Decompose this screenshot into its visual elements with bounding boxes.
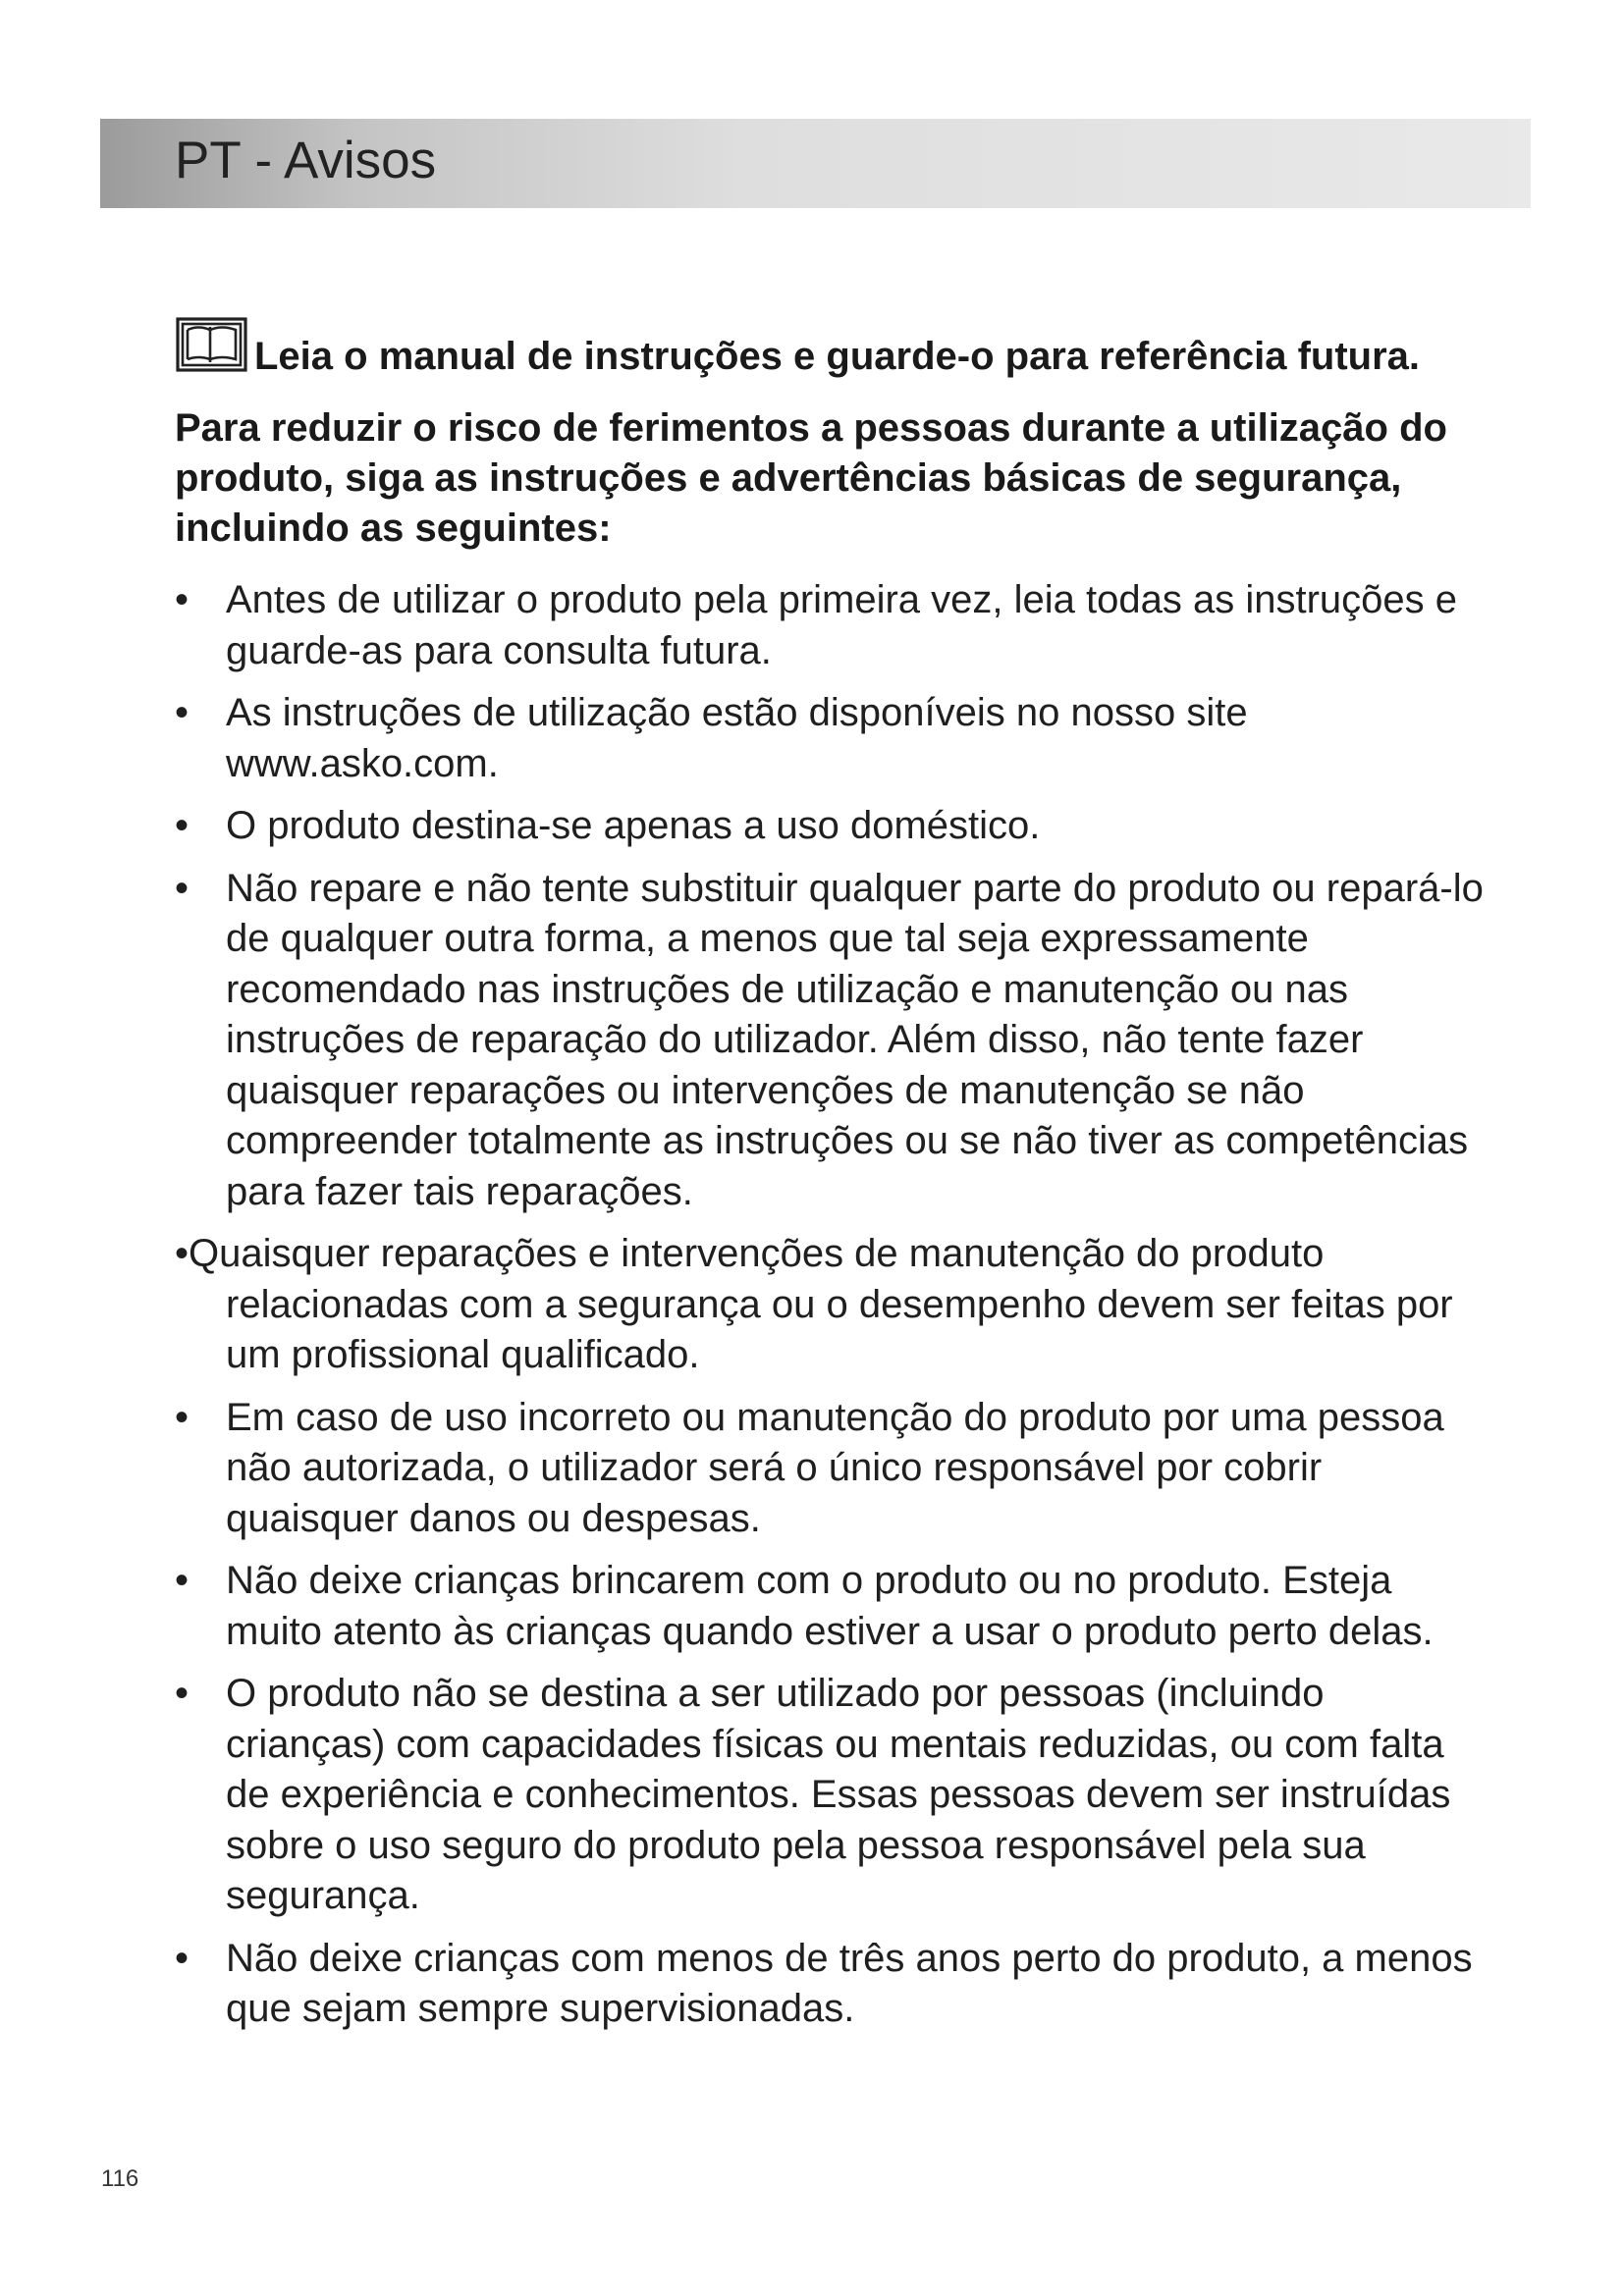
list-item bbox=[175, 575, 1490, 676]
list-item bbox=[175, 1669, 1490, 1922]
list-item bbox=[175, 864, 1490, 1218]
warning-text: Não deixe crianças brincarem com o produto ou no produto. Esteja muito atento às crianças quando estiver a usar o produto perto delas. bbox=[226, 1559, 1434, 1653]
page-number: 116 bbox=[101, 2165, 139, 2192]
bullet-icon: • bbox=[175, 578, 189, 621]
warnings-list bbox=[175, 575, 1490, 2035]
list-item bbox=[175, 1556, 1490, 1657]
warning-text: O produto destina-se apenas a uso doméstico. bbox=[226, 804, 1041, 847]
warning-text: Antes de utilizar o produto pela primeira vez, leia todas as instruções e guarde-as para consulta futura. bbox=[226, 578, 1458, 672]
warning-text: Não repare e não tente substituir qualquer parte do produto ou repará-lo de qualquer outra forma, a menos que tal seja expressamente recomendado nas instruções de utilização e manutenção ou nas instruções de reparação do utilizador. Além disso, não tente fazer quaisquer reparações ou intervenções de manutenção se não compreender totalmente as instruções ou se não tiver as competências para fazer tais reparações. bbox=[226, 866, 1484, 1213]
bullet-icon: • bbox=[175, 691, 189, 734]
warning-text: Quaisquer reparações e intervenções de manutenção do produto relacionadas com a segurança ou o desempenho devem ser feitas por um profissional qualificado. bbox=[189, 1232, 1453, 1376]
manual-note-text: Leia o manual de instruções e guarde-o para referência futura. bbox=[254, 335, 1421, 378]
warning-text: Em caso de uso incorreto ou manutenção do produto por uma pessoa não autorizada, o utilizador será o único responsável por cobrir quaisquer danos ou despesas. bbox=[226, 1395, 1444, 1540]
manual-note bbox=[175, 316, 1490, 382]
book-icon bbox=[175, 316, 248, 373]
warning-text: As instruções de utilização estão disponíveis no nosso site www.asko.com. bbox=[226, 691, 1248, 785]
bullet-icon: • bbox=[175, 1936, 189, 1980]
warning-text: O produto não se destina a ser utilizado por pessoas (incluindo crianças) com capacidades físicas ou mentais reduzidas, ou com falta de experiência e conhecimentos. Essas pessoas devem ser instruídas sobre o uso seguro do produto pela pessoa responsável pela sua segurança. bbox=[226, 1672, 1451, 1917]
list-item bbox=[175, 688, 1490, 789]
bullet-icon: • bbox=[175, 1559, 189, 1602]
safety-intro: Para reduzir o risco de ferimentos a pessoas durante a utilização do produto, siga as instruções e advertências básicas de segurança, incluindo as seguintes: bbox=[175, 406, 1447, 550]
bullet-icon: • bbox=[175, 804, 189, 847]
warning-text: Não deixe crianças com menos de três anos perto do produto, a menos que sejam sempre supervisionadas. bbox=[226, 1936, 1473, 2030]
list-item bbox=[175, 1934, 1490, 2035]
section-header-bar bbox=[100, 119, 1531, 208]
bullet-icon: • bbox=[175, 1232, 189, 1275]
list-item bbox=[175, 1229, 1490, 1381]
list-item bbox=[175, 1393, 1490, 1545]
bullet-icon: • bbox=[175, 1395, 189, 1439]
bullet-icon: • bbox=[175, 1672, 189, 1715]
list-item bbox=[175, 801, 1490, 852]
section-title: PT - Avisos bbox=[175, 132, 437, 189]
warnings-content bbox=[175, 316, 1490, 2047]
bullet-icon: • bbox=[175, 866, 189, 910]
